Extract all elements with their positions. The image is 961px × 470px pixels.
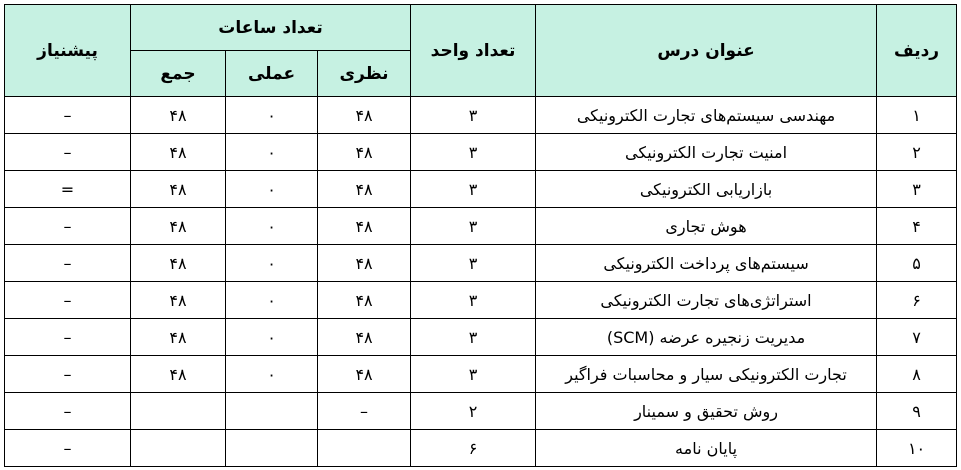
practical-hours-cell: ۰ <box>226 97 318 134</box>
theory-hours-cell: ۴۸ <box>318 97 411 134</box>
total-hours-cell: ۴۸ <box>131 245 226 282</box>
practical-hours-cell: ۰ <box>226 356 318 393</box>
units-cell: ۳ <box>411 97 536 134</box>
prerequisite-cell: – <box>5 208 131 245</box>
table-row <box>5 393 957 430</box>
prerequisite-cell: – <box>5 282 131 319</box>
units-cell: ۳ <box>411 319 536 356</box>
units-cell: ۲ <box>411 393 536 430</box>
practical-hours-cell <box>226 393 318 430</box>
practical-hours-cell: ۰ <box>226 245 318 282</box>
header-hours-group: تعداد ساعات <box>131 5 411 51</box>
row-number-cell: ۱۰ <box>877 430 957 467</box>
units-cell: ۳ <box>411 171 536 208</box>
prerequisite-cell: – <box>5 430 131 467</box>
table-row <box>5 282 957 319</box>
units-cell: ۳ <box>411 356 536 393</box>
header-units: تعداد واحد <box>411 5 536 97</box>
row-number-cell: ۳ <box>877 171 957 208</box>
prerequisite-cell: – <box>5 134 131 171</box>
row-number-cell: ۹ <box>877 393 957 430</box>
total-hours-cell: ۴۸ <box>131 356 226 393</box>
units-cell: ۳ <box>411 208 536 245</box>
total-hours-cell: ۴۸ <box>131 319 226 356</box>
row-number-cell: ۱ <box>877 97 957 134</box>
total-hours-cell <box>131 430 226 467</box>
table-row <box>5 208 957 245</box>
total-hours-cell <box>131 393 226 430</box>
theory-hours-cell: ۴۸ <box>318 245 411 282</box>
theory-hours-cell: ۴۸ <box>318 319 411 356</box>
theory-hours-cell <box>318 430 411 467</box>
course-title-cell: تجارت الکترونیکی سیار و محاسبات فراگیر <box>536 356 877 393</box>
row-number-cell: ۸ <box>877 356 957 393</box>
course-title-cell: امنیت تجارت الکترونیکی <box>536 134 877 171</box>
row-number-cell: ۵ <box>877 245 957 282</box>
table-row <box>5 245 957 282</box>
units-cell: ۳ <box>411 245 536 282</box>
course-title-cell: بازاریابی الکترونیکی <box>536 171 877 208</box>
prerequisite-cell: – <box>5 319 131 356</box>
practical-hours-cell: ۰ <box>226 282 318 319</box>
course-title-cell: هوش تجاری <box>536 208 877 245</box>
table-row <box>5 430 957 467</box>
prerequisite-cell: – <box>5 97 131 134</box>
prerequisite-cell: = <box>5 171 131 208</box>
table-body <box>5 97 957 467</box>
header-practical: عملی <box>226 51 318 97</box>
course-title-cell: پایان نامه <box>536 430 877 467</box>
row-number-cell: ۴ <box>877 208 957 245</box>
practical-hours-cell: ۰ <box>226 171 318 208</box>
theory-hours-cell: ۴۸ <box>318 356 411 393</box>
total-hours-cell: ۴۸ <box>131 97 226 134</box>
total-hours-cell: ۴۸ <box>131 208 226 245</box>
course-title-cell: روش تحقیق و سمینار <box>536 393 877 430</box>
units-cell: ۳ <box>411 134 536 171</box>
course-title-cell: سیستم‌های پرداخت الکترونیکی <box>536 245 877 282</box>
row-number-cell: ۶ <box>877 282 957 319</box>
table-row <box>5 356 957 393</box>
practical-hours-cell <box>226 430 318 467</box>
row-number-cell: ۲ <box>877 134 957 171</box>
header-total: جمع <box>131 51 226 97</box>
prerequisite-cell: – <box>5 393 131 430</box>
course-title-cell: استراتژی‌های تجارت الکترونیکی <box>536 282 877 319</box>
header-prerequisite: پیشنیاز <box>5 5 131 97</box>
header-course-title: عنوان درس <box>536 5 877 97</box>
course-title-cell: مدیریت زنجیره عرضه (SCM) <box>536 319 877 356</box>
theory-hours-cell: ۴۸ <box>318 134 411 171</box>
table-row <box>5 97 957 134</box>
practical-hours-cell: ۰ <box>226 134 318 171</box>
table-row <box>5 319 957 356</box>
theory-hours-cell: ۴۸ <box>318 282 411 319</box>
table-row <box>5 171 957 208</box>
theory-hours-cell: ۴۸ <box>318 208 411 245</box>
prerequisite-cell: – <box>5 356 131 393</box>
course-title-cell: مهندسی سیستم‌های تجارت الکترونیکی <box>536 97 877 134</box>
prerequisite-cell: – <box>5 245 131 282</box>
practical-hours-cell: ۰ <box>226 208 318 245</box>
row-number-cell: ۷ <box>877 319 957 356</box>
theory-hours-cell: ۴۸ <box>318 171 411 208</box>
theory-hours-cell: – <box>318 393 411 430</box>
total-hours-cell: ۴۸ <box>131 171 226 208</box>
header-theory: نظری <box>318 51 411 97</box>
total-hours-cell: ۴۸ <box>131 134 226 171</box>
units-cell: ۳ <box>411 282 536 319</box>
total-hours-cell: ۴۸ <box>131 282 226 319</box>
table-row <box>5 134 957 171</box>
practical-hours-cell: ۰ <box>226 319 318 356</box>
header-row-no: ردیف <box>877 5 957 97</box>
units-cell: ۶ <box>411 430 536 467</box>
courses-table <box>4 4 957 467</box>
